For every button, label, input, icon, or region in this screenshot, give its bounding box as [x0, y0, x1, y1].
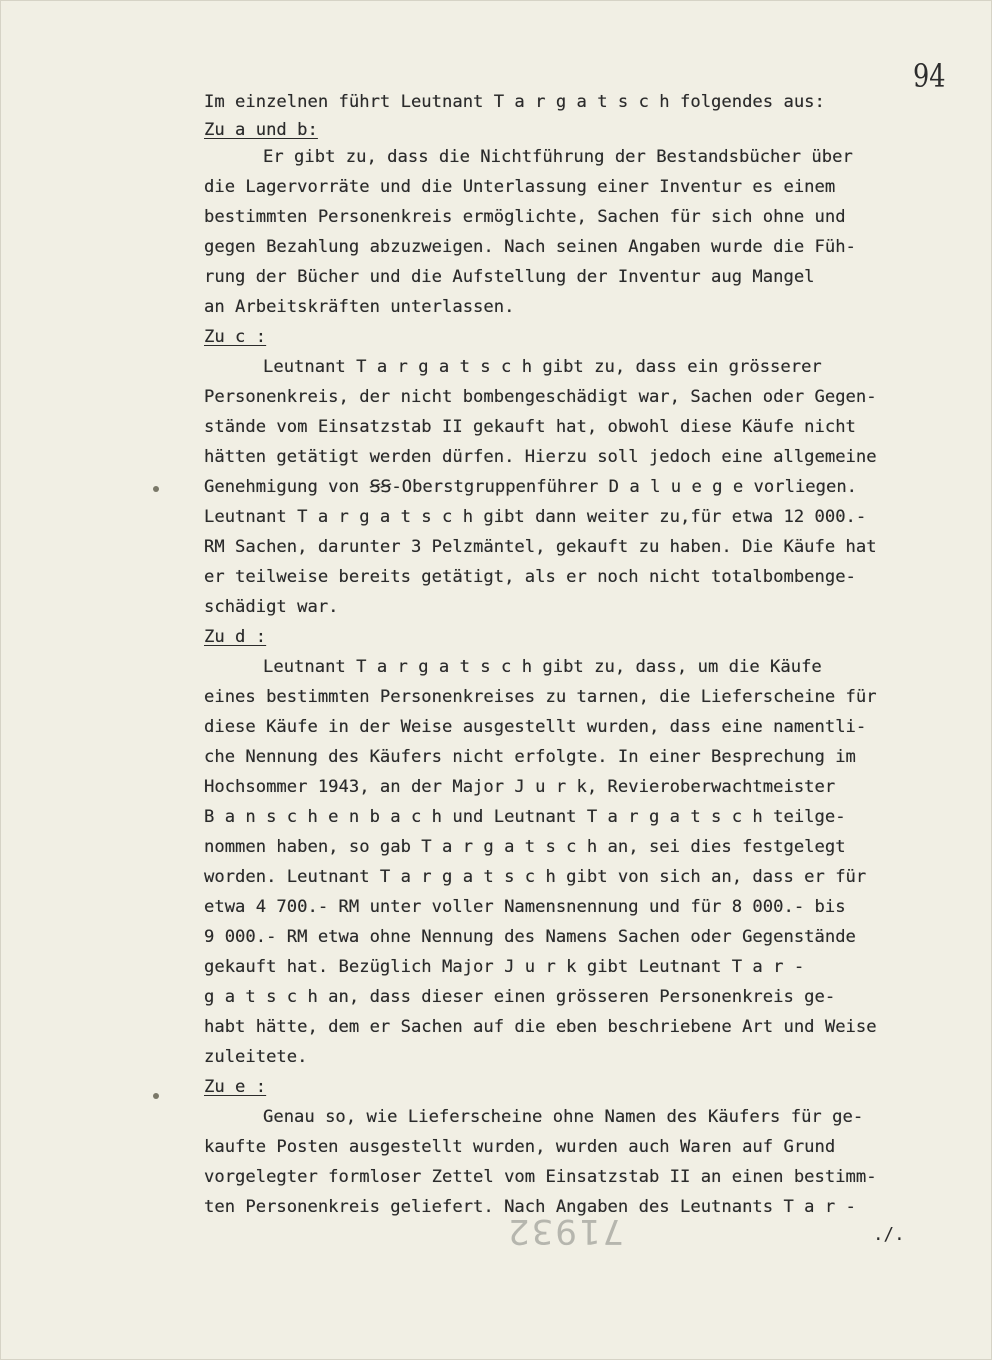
- text-line: Genau so, wie Lieferscheine ohne Namen des Käufers für ge-: [263, 1107, 864, 1127]
- text-line: RM Sachen, darunter 3 Pelzmäntel, gekauft zu haben. Die Käufe hat: [204, 537, 877, 557]
- text-line: worden. Leutnant T a r g a t s c h gibt von sich an, dass er für: [204, 867, 867, 887]
- text-line: stände vom Einsatzstab II gekauft hat, obwohl diese Käufe nicht: [204, 417, 856, 437]
- text-line: er teilweise bereits getätigt, als er noch nicht totalbombenge-: [204, 567, 856, 587]
- text-line: habt hätte, dem er Sachen auf die eben beschriebene Art und Weise: [204, 1017, 877, 1037]
- text-line: kaufte Posten ausgestellt wurden, wurden auch Waren auf Grund: [204, 1137, 836, 1157]
- text-line: Er gibt zu, dass die Nichtführung der Bestandsbücher über: [263, 147, 853, 167]
- text-line: zuleitete.: [204, 1047, 308, 1067]
- text-line: Personenkreis, der nicht bombengeschädigt war, Sachen oder Gegen-: [204, 387, 877, 407]
- text-line: eines bestimmten Personenkreises zu tarnen, die Lieferscheine für: [204, 687, 877, 707]
- text-line: gekauft hat. Bezüglich Major J u r k gibt Leutnant T a r -: [204, 957, 805, 977]
- text-line: rung der Bücher und die Aufstellung der Inventur aug Mangel: [204, 267, 815, 287]
- text-line: B a n s c h e n b a c h und Leutnant T a r g a t s c h teilge-: [204, 807, 846, 827]
- text-line: nommen haben, so gab T a r g a t s c h an, sei dies festgelegt: [204, 837, 846, 857]
- text-line: schädigt war.: [204, 597, 339, 617]
- punch-hole-mark: [153, 486, 159, 492]
- text-line: vorgelegter formloser Zettel vom Einsatzstab II an einen bestimm-: [204, 1167, 877, 1187]
- text-line: etwa 4 700.- RM unter voller Namensnennung und für 8 000.- bis: [204, 897, 846, 917]
- text-line: Leutnant T a r g a t s c h gibt zu, dass ein grösserer: [263, 357, 822, 377]
- text-line: g a t s c h an, dass dieser einen grösseren Personenkreis ge-: [204, 987, 836, 1007]
- text-line: Leutnant T a r g a t s c h gibt zu, dass, um die Käufe: [263, 657, 822, 677]
- reverse-side-stamp: 71932: [506, 1211, 625, 1251]
- section-heading: Zu d :: [204, 627, 267, 647]
- text-line: 9 000.- RM etwa ohne Nennung des Namens Sachen oder Gegenstände: [204, 927, 856, 947]
- text-line: hätten getätigt werden dürfen. Hierzu soll jedoch eine allgemeine: [204, 447, 877, 467]
- text-line: ten Personenkreis geliefert. Nach Angaben des Leutnants T a r -: [204, 1197, 856, 1217]
- text-line: Hochsommer 1943, an der Major J u r k, Revieroberwachtmeister: [204, 777, 836, 797]
- section-heading: Zu a und b:: [204, 120, 318, 140]
- continuation-mark: ./.: [873, 1225, 905, 1245]
- section-heading: Zu c :: [204, 327, 267, 347]
- text-line: diese Käufe in der Weise ausgestellt wurden, dass eine namentli-: [204, 717, 867, 737]
- section-heading: Zu e :: [204, 1077, 267, 1097]
- text-line: gegen Bezahlung abzuzweigen. Nach seinen Angaben wurde die Füh-: [204, 237, 856, 257]
- text-line: bestimmten Personenkreis ermöglichte, Sachen für sich ohne und: [204, 207, 846, 227]
- text-line: Leutnant T a r g a t s c h gibt dann weiter zu,für etwa 12 000.-: [204, 507, 867, 527]
- text-line: Genehmigung von ꞨꞨ-Oberstgruppenführer D a l u e g e vorliegen.: [204, 477, 858, 497]
- page-number: 94: [913, 57, 946, 95]
- text-line: Im einzelnen führt Leutnant T a r g a t s c h folgendes aus:: [204, 92, 825, 112]
- punch-hole-mark: [153, 1093, 159, 1099]
- text-line: die Lagervorräte und die Unterlassung einer Inventur es einem: [204, 177, 836, 197]
- text-line: che Nennung des Käufers nicht erfolgte. In einer Besprechung im: [204, 747, 856, 767]
- text-line: an Arbeitskräften unterlassen.: [204, 297, 515, 317]
